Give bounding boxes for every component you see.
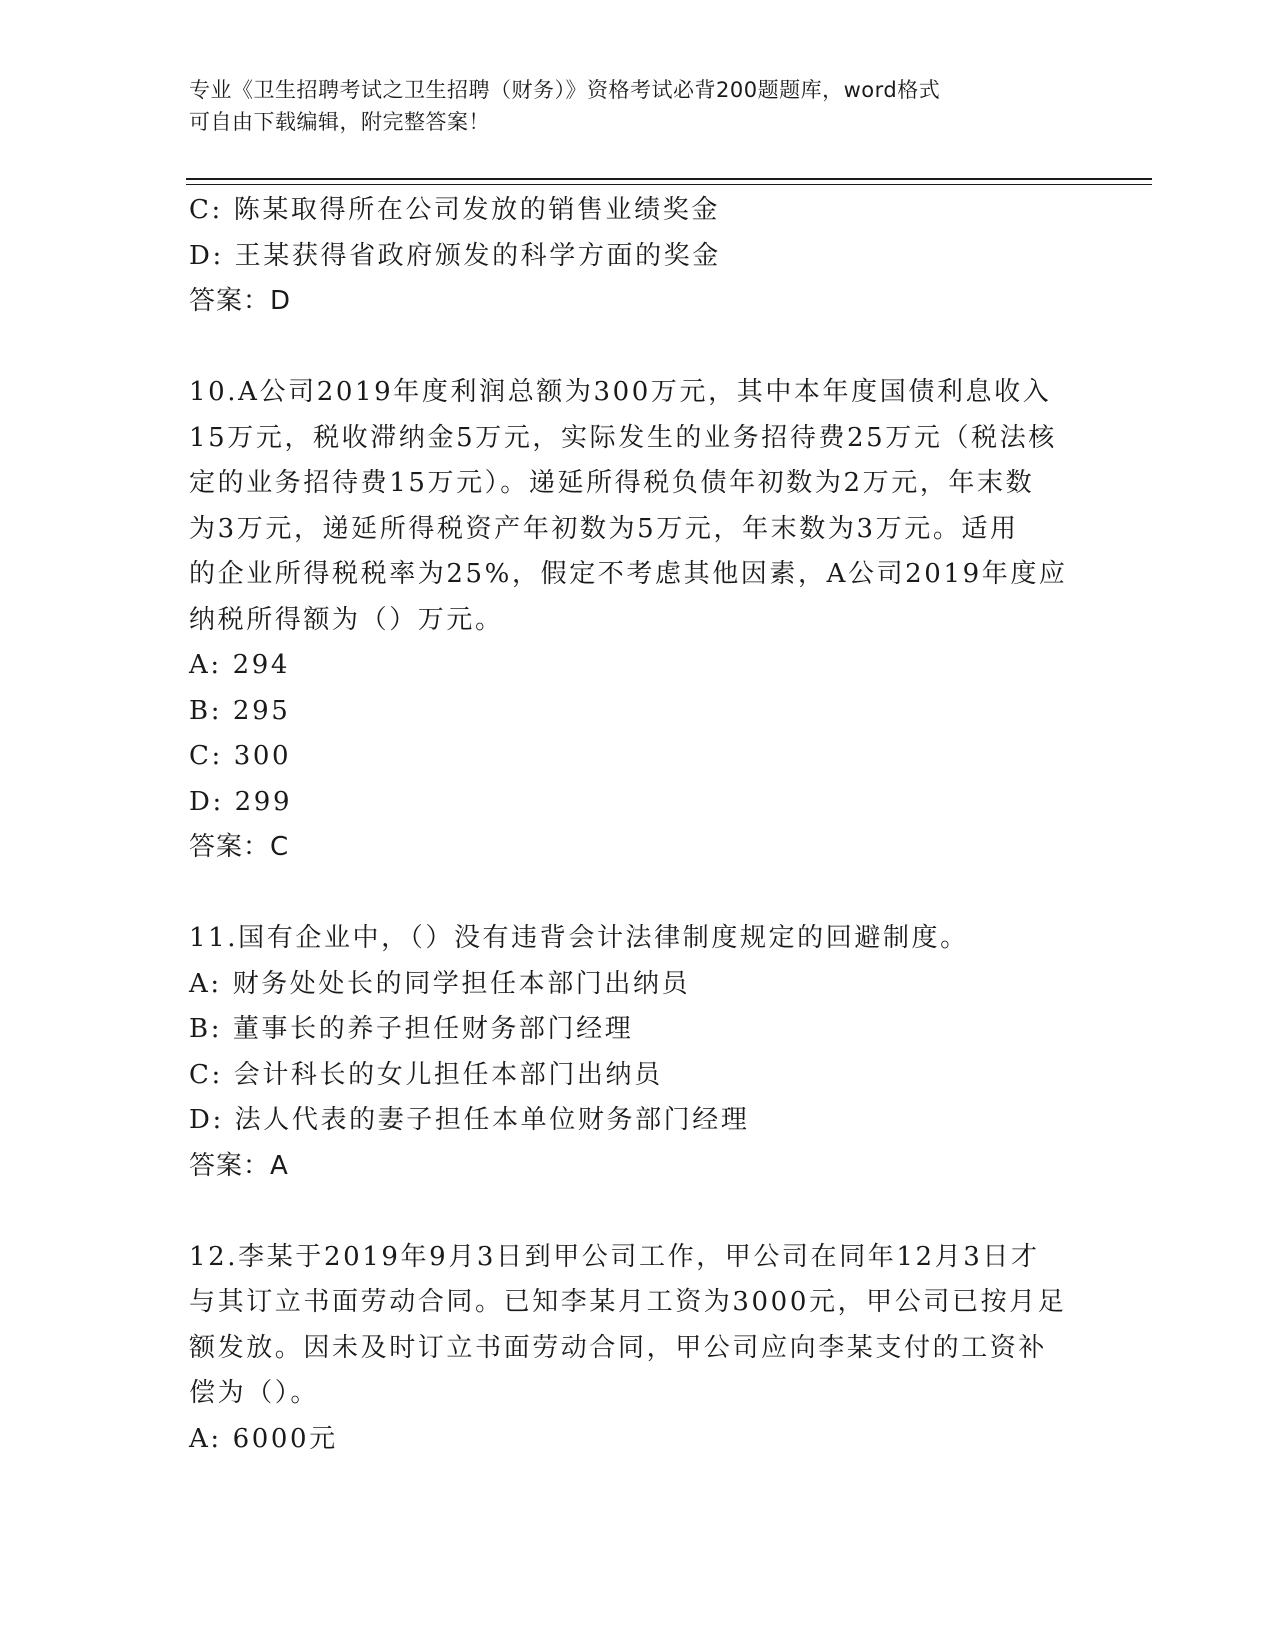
question-10-stem-line: 10.A公司2019年度利润总额为300万元，其中本年度国债利息收入 [189, 377, 1052, 407]
spacer [189, 1189, 1089, 1235]
question-10 [189, 370, 1089, 871]
question-12-option-a: A: 6000元 [189, 1423, 338, 1454]
question-11-option-d: D: 法人代表的妻子担任本单位财务部门经理 [189, 1105, 750, 1135]
question-10-stem-line: 的企业所得税税率为25%，假定不考虑其他因素，A公司2019年度应 [189, 559, 1068, 589]
question-11 [189, 916, 1089, 1189]
header-line-1: 专业《卫生招聘考试之卫生招聘（财务）》资格考试必背200题题库，word格式 [189, 78, 941, 102]
header-rule-thick [186, 178, 1152, 180]
question-10-option-d: D: 299 [189, 786, 293, 817]
question-11-stem-line: 11.国有企业中，（）没有违背会计法律制度规定的回避制度。 [189, 923, 969, 953]
question-10-stem-line: 15万元，税收滞纳金5万元，实际发生的业务招待费25万元（税法核 [189, 422, 1057, 453]
question-11-answer: 答案：A [189, 1150, 289, 1181]
question-10-stem-line: 定的业务招待费15万元）。递延所得税负债年初数为2万元，年末数 [189, 468, 1035, 498]
header-rule-thin [186, 184, 1152, 185]
question-9-option-c: C: 陈某取得所在公司发放的销售业绩奖金 [189, 195, 720, 225]
question-list [189, 188, 1089, 1462]
question-11-option-a: A: 财务处处长的同学担任本部门出纳员 [189, 968, 691, 999]
spacer [189, 871, 1089, 917]
question-12 [189, 1235, 1089, 1463]
header-line-2: 可自由下载编辑，附完整答案！ [189, 110, 490, 134]
question-10-stem-line: 为3万元，递延所得税资产年初数为5万元，年末数为3万元。适用 [189, 513, 1019, 544]
question-10-option-b: B: 295 [189, 695, 291, 726]
question-11-option-b: B: 董事长的养子担任财务部门经理 [189, 1014, 634, 1044]
question-11-option-c: C: 会计科长的女儿担任本部门出纳员 [189, 1059, 663, 1090]
question-12-stem-line: 与其订立书面劳动合同。已知李某月工资为3000元，甲公司已按月足 [189, 1287, 1067, 1317]
question-12-stem-line: 12.李某于2019年9月3日到甲公司工作，甲公司在同年12月3日才 [189, 1241, 1040, 1272]
question-10-option-a: A: 294 [189, 650, 291, 680]
question-10-stem-line: 纳税所得额为（）万元。 [189, 604, 504, 635]
question-10-answer: 答案：C [189, 832, 290, 862]
question-9-option-d: D: 王某获得省政府颁发的科学方面的奖金 [189, 240, 721, 271]
question-10-option-c: C: 300 [189, 741, 292, 771]
question-12-stem-line: 偿为（）。 [189, 1378, 320, 1408]
question-12-stem-line: 额发放。因未及时订立书面劳动合同，甲公司应向李某支付的工资补 [189, 1332, 1048, 1363]
document-header [189, 74, 1069, 138]
spacer [189, 325, 1089, 371]
question-9-continued [189, 188, 1089, 325]
question-9-answer: 答案：D [189, 286, 292, 316]
